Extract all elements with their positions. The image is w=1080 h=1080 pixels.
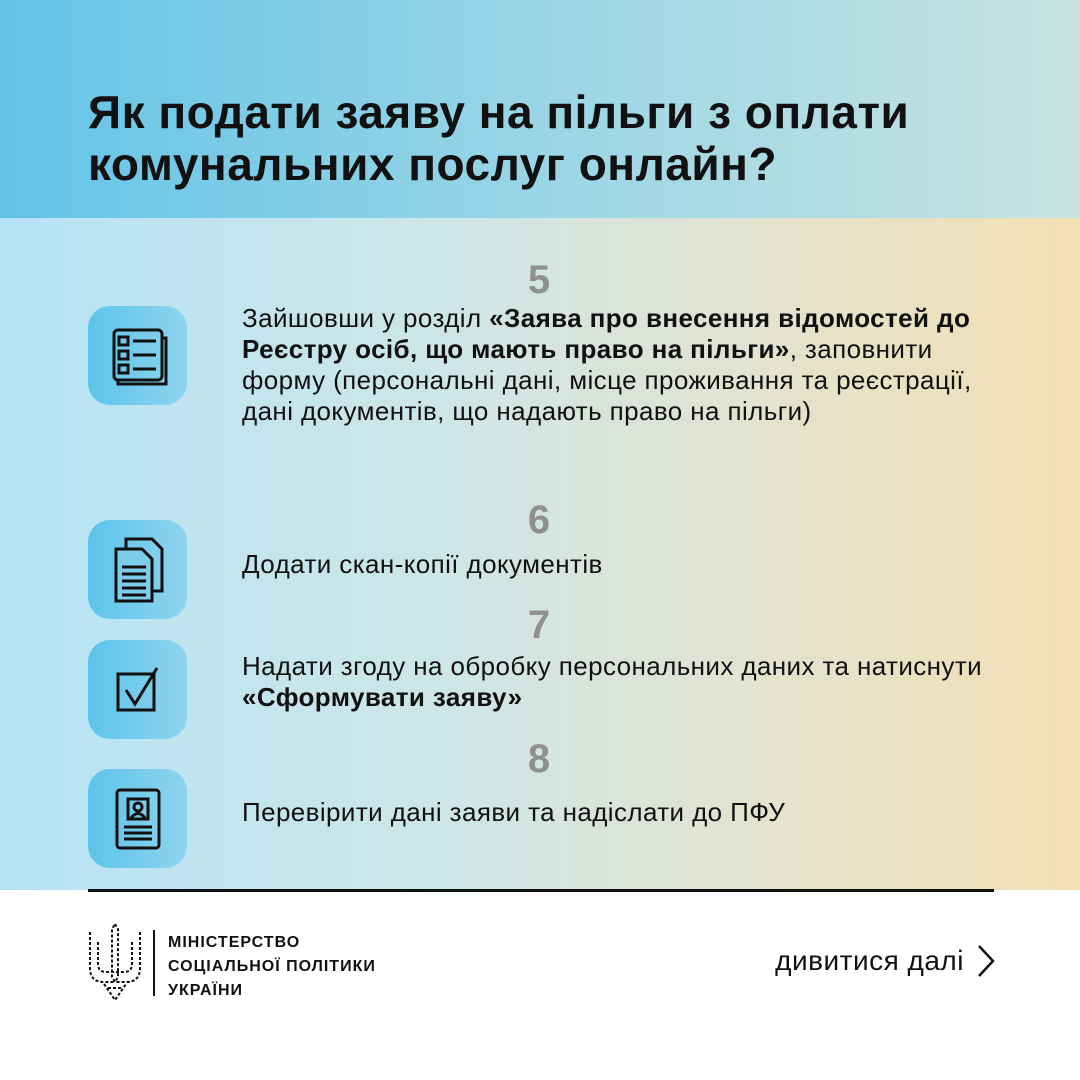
step-5-text-suffix: , заповнити форму (персональні дані, місце проживання та реєстрації, дані документів, що надають право на пільги) (242, 334, 972, 426)
step-8-text-prefix: Перевірити дані заяви та надіслати до ПФУ (242, 797, 786, 827)
step-6-number: 6 (527, 498, 551, 542)
trident-emblem-icon (86, 922, 144, 1004)
title-line-1: Як подати заяву на пільги з оплати (88, 86, 910, 138)
profile-document-icon (113, 787, 163, 851)
step-5-icon-tile (88, 306, 187, 405)
header-banner (0, 0, 1080, 218)
footer (0, 892, 1080, 1080)
title-line-2: комунальних послуг онлайн? (88, 138, 778, 190)
step-7-text (242, 651, 1022, 713)
step-7-text-prefix: Надати згоду на обробку персональних даних та натиснути (242, 651, 983, 681)
ministry-line-2: СОЦІАЛЬНОЇ ПОЛІТИКИ (168, 958, 376, 975)
step-7-icon-tile (88, 640, 187, 739)
step-8-number: 8 (527, 737, 551, 781)
step-6-icon-tile (88, 520, 187, 619)
documents-icon (108, 535, 168, 605)
checkbox-icon (113, 665, 163, 715)
page-title (88, 86, 1028, 190)
step-6-text (242, 549, 1022, 580)
step-5-number: 5 (527, 258, 551, 302)
step-7-number: 7 (527, 603, 551, 647)
step-6-text-prefix: Додати скан-копії документів (242, 549, 603, 579)
step-8-icon-tile (88, 769, 187, 868)
chevron-right-icon (976, 944, 996, 978)
see-more-link[interactable] (775, 944, 996, 978)
step-5-text-bold: «Заява про внесення відомостей до Реєстру осіб, що мають право на пільги» (242, 303, 971, 364)
step-5-text (242, 303, 982, 427)
step-7-text-bold: «Сформувати заяву» (242, 682, 523, 712)
emblem-divider (153, 930, 155, 996)
ministry-line-3: УКРАЇНИ (168, 982, 244, 999)
form-list-icon (106, 324, 170, 388)
ministry-line-1: МІНІСТЕРСТВО (168, 934, 301, 951)
step-5-text-prefix: Зайшовши у розділ (242, 303, 490, 333)
see-more-label: дивитися далі (775, 945, 964, 976)
ministry-name (168, 931, 376, 1003)
step-8-text (242, 797, 1022, 828)
